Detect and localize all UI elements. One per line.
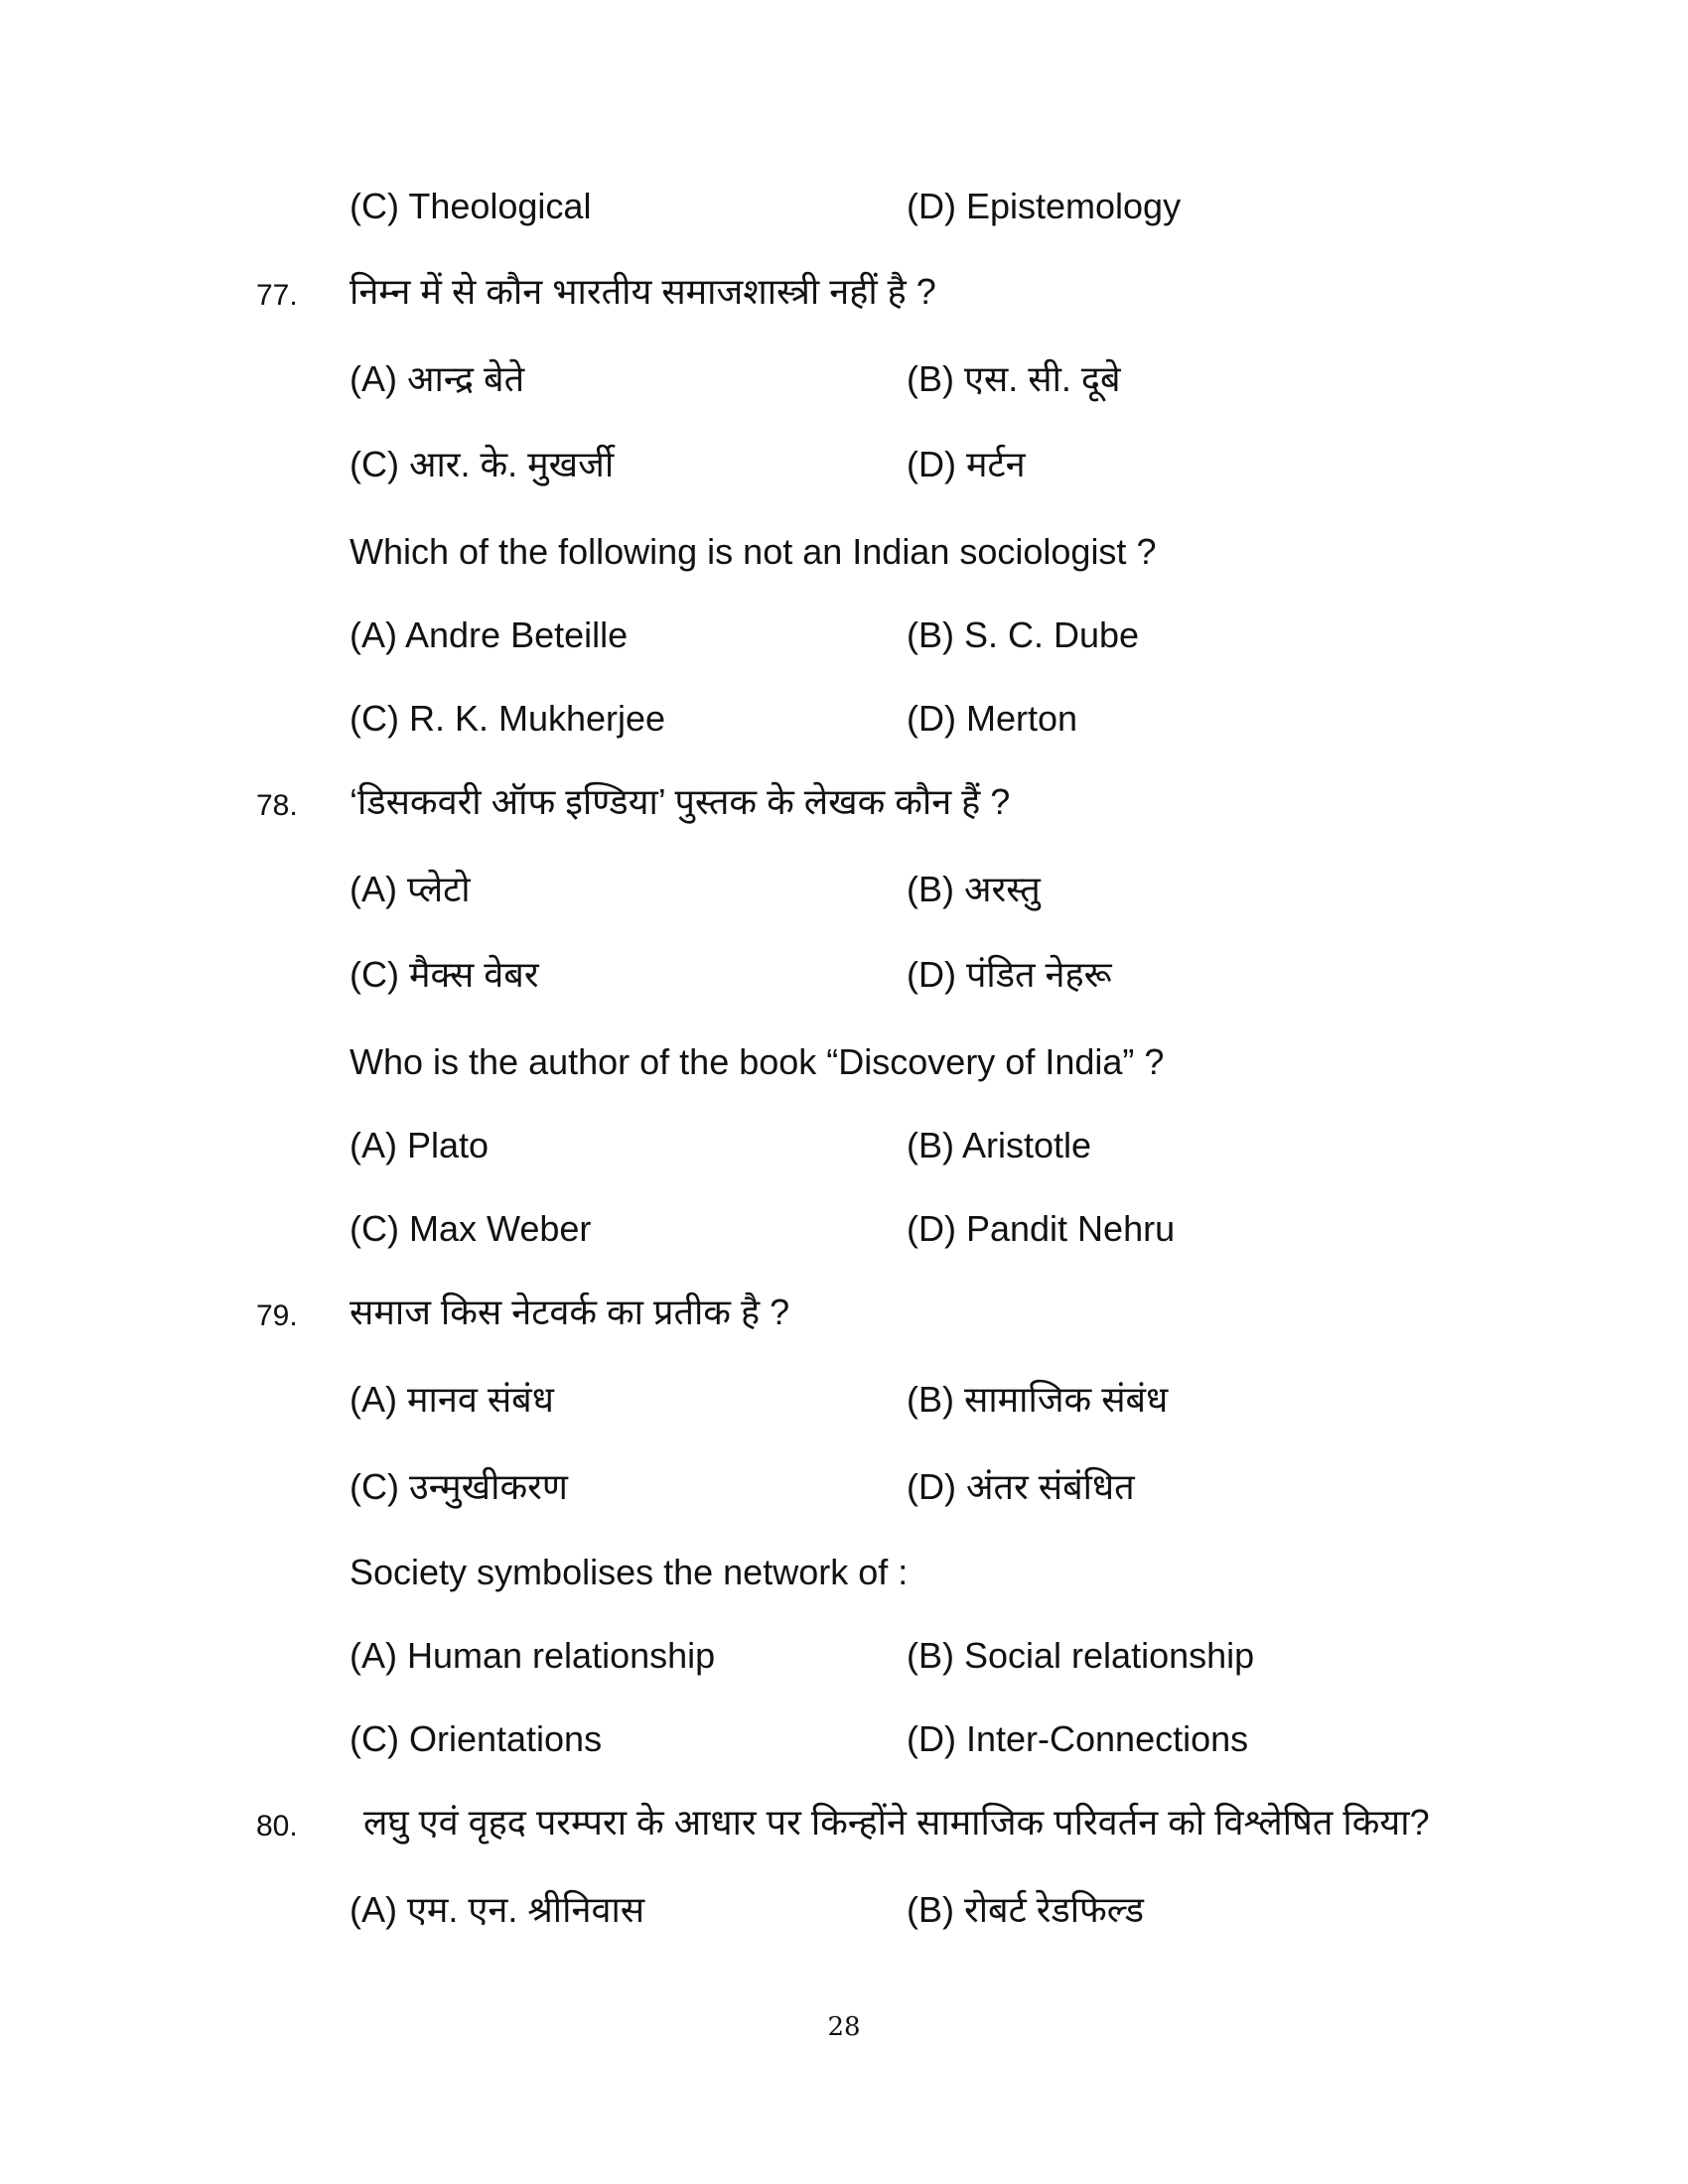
option-text: (C) Orientations (350, 1718, 603, 1759)
question-text-hindi: ‘डिसकवरी ऑफ इण्डिया’ पुस्तक के लेखक कौन हैं ? (350, 781, 1011, 822)
option-text: (C) R. K. Mukherjee (350, 698, 666, 739)
question-number: 80. (256, 1810, 298, 1843)
option-text: (D) पंडित नेहरू (907, 954, 1112, 995)
question-text-hindi: निम्न में से कौन भारतीय समाजशास्त्री नहीं है ? (350, 271, 936, 312)
option-text: (C) Theological (350, 186, 592, 226)
option-text: (D) Pandit Nehru (907, 1208, 1176, 1249)
option-text: (D) Merton (907, 698, 1078, 739)
option-text: (A) Andre Beteille (350, 614, 629, 655)
option-text: (A) आन्द्र बेते (350, 358, 525, 399)
option-text: (C) Max Weber (350, 1208, 592, 1249)
option-text: (B) अरस्तु (907, 869, 1041, 909)
option-text: (C) आर. के. मुखर्जी (350, 444, 615, 484)
option-text: (B) Social relationship (907, 1635, 1255, 1676)
option-text: (D) मर्टन (907, 444, 1026, 484)
option-text: (A) Plato (350, 1125, 490, 1165)
option-text: (C) मैक्स वेबर (350, 954, 539, 995)
option-text: (A) मानव संबंध (350, 1379, 554, 1420)
option-text: (D) Epistemology (907, 186, 1182, 226)
question-number: 78. (256, 789, 298, 822)
option-text: (C) उन्मुखीकरण (350, 1466, 568, 1507)
option-text: (D) Inter-Connections (907, 1718, 1249, 1759)
option-text: (B) सामाजिक संबंध (907, 1379, 1169, 1420)
option-text: (D) अंतर संबंधित (907, 1466, 1135, 1507)
question-text-english: Society symbolises the network of : (350, 1552, 909, 1592)
question-number: 77. (256, 279, 298, 312)
question-text-hindi: समाज किस नेटवर्क का प्रतीक है ? (350, 1292, 790, 1332)
question-text-english: Which of the following is not an Indian sociologist ? (350, 531, 1157, 572)
option-text: (A) Human relationship (350, 1635, 716, 1676)
option-text: (B) एस. सी. दूबे (907, 358, 1121, 399)
question-number: 79. (256, 1299, 298, 1332)
option-text: (B) S. C. Dube (907, 614, 1140, 655)
option-text: (A) प्लेटो (350, 869, 471, 909)
question-text-hindi: लघु एवं वृहद परम्परा के आधार पर किन्होंने सामाजिक परिवर्तन को विश्लेषित किया? (363, 1802, 1430, 1843)
page-number: 28 (827, 2012, 861, 2042)
question-text-english: Who is the author of the book “Discovery of India” ? (350, 1041, 1165, 1082)
option-text: (A) एम. एन. श्रीनिवास (350, 1889, 645, 1930)
option-text: (B) रोबर्ट रेडफिल्ड (907, 1889, 1145, 1930)
option-text: (B) Aristotle (907, 1125, 1092, 1165)
